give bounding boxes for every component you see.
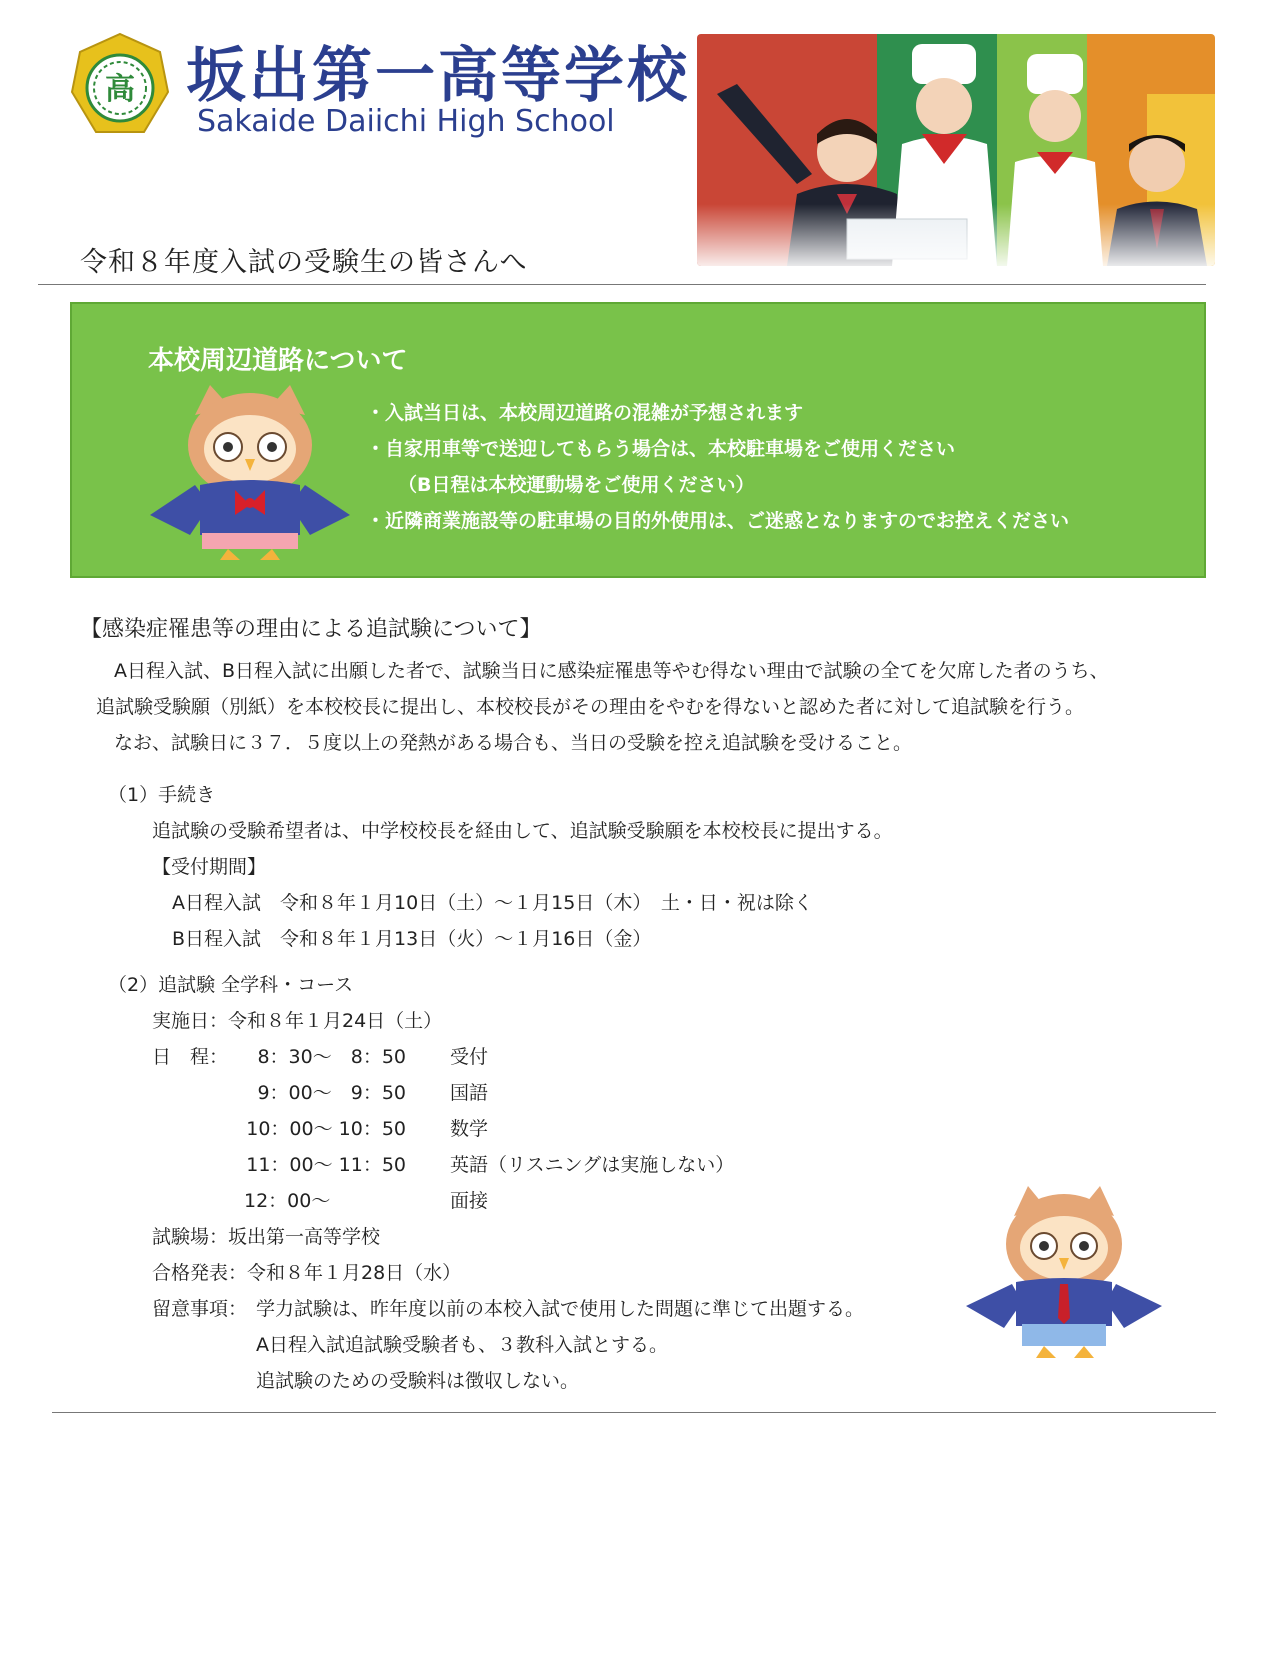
- road-notice-title: 本校周辺道路について: [148, 346, 408, 376]
- school-name-japanese: 坂出第一高等学校: [186, 41, 690, 111]
- road-notice-line-4: ・近隣商業施設等の駐車場の目的外使用は、ご迷惑となりますのでお控えください: [366, 510, 1070, 532]
- school-name-english: Sakaide Daiichi High School: [197, 104, 615, 139]
- result-announcement: 合格発表：令和８年１月28日（水）: [152, 1262, 462, 1284]
- schedule-time-1: 8：30～ 8：50: [257, 1046, 406, 1068]
- exam-date: 実施日：令和８年１月24日（土）: [152, 1010, 443, 1032]
- schedule-item-1: 受付: [450, 1046, 489, 1068]
- schedule-label: 日 程：: [152, 1046, 229, 1068]
- schedule-time-4: 11：00～ 11：50: [246, 1154, 406, 1176]
- notes-label: 留意事項：: [152, 1298, 248, 1320]
- school-emblem: [68, 30, 172, 142]
- makeup-exam-paragraph-1: A日程入試、B日程入試に出願した者で、試験当日に感染症罹患等やむ得ない理由で試験の全てを欠席した者のうち、: [114, 660, 1109, 682]
- schedule-time-2: 9：00～ 9：50: [257, 1082, 406, 1104]
- schedule-item-3: 数学: [450, 1118, 489, 1140]
- road-notice-line-2: ・自家用車等で送迎してもらう場合は、本校駐車場をご使用ください: [366, 438, 956, 460]
- exam-venue: 試験場：坂出第一高等学校: [152, 1226, 381, 1248]
- schedule-item-4: 英語（リスニングは実施しない）: [450, 1154, 735, 1176]
- road-notice-line-3: （B日程は本校運動場をご使用ください）: [398, 474, 755, 496]
- owl-mascot-boy-icon: [964, 1186, 1164, 1361]
- owl-mascot-icon: [150, 385, 350, 560]
- procedure-text: 追試験の受験希望者は、中学校校長を経由して、追試験受験願を本校校長に提出する。: [152, 820, 893, 842]
- note-2: A日程入試追試験受験者も、３教科入試とする。: [256, 1334, 668, 1356]
- schedule-time-5: 12：00～: [244, 1190, 331, 1212]
- students-photo: [697, 34, 1215, 266]
- makeup-exam-paragraph-3: なお、試験日に３７．５度以上の発熱がある場合も、当日の受験を控え追試験を受けること。: [114, 732, 913, 754]
- makeup-exam-heading: 【感染症罹患等の理由による追試験について】: [80, 617, 542, 642]
- period-a: A日程入試 令和８年１月10日（土）～１月15日（木） 土・日・祝は除く: [172, 892, 813, 914]
- schedule-item-5: 面接: [450, 1190, 489, 1212]
- schedule-item-2: 国語: [450, 1082, 489, 1104]
- bottom-divider: [52, 1412, 1216, 1413]
- period-b: B日程入試 令和８年１月13日（火）～１月16日（金）: [172, 928, 652, 950]
- road-notice-line-1: ・入試当日は、本校周辺道路の混雑が予想されます: [366, 402, 804, 424]
- page-title: 令和８年度入試の受験生の皆さんへ: [80, 247, 528, 278]
- title-divider: [38, 284, 1206, 285]
- procedure-label: （1）手続き: [108, 784, 216, 806]
- period-label: 【受付期間】: [152, 856, 267, 878]
- schedule-time-3: 10：00～ 10：50: [246, 1118, 406, 1140]
- note-3: 追試験のための受験料は徴収しない。: [256, 1370, 580, 1392]
- makeup-exam-paragraph-2: 追試験受験願（別紙）を本校校長に提出し、本校校長がその理由をやむを得ないと認めた者に対して追試験を行う。: [96, 696, 1085, 718]
- note-1: 学力試験は、昨年度以前の本校入試で使用した問題に準じて出題する。: [256, 1298, 865, 1320]
- exam-label: （2）追試験 全学科・コース: [108, 974, 354, 996]
- emblem-character: 高: [105, 72, 135, 107]
